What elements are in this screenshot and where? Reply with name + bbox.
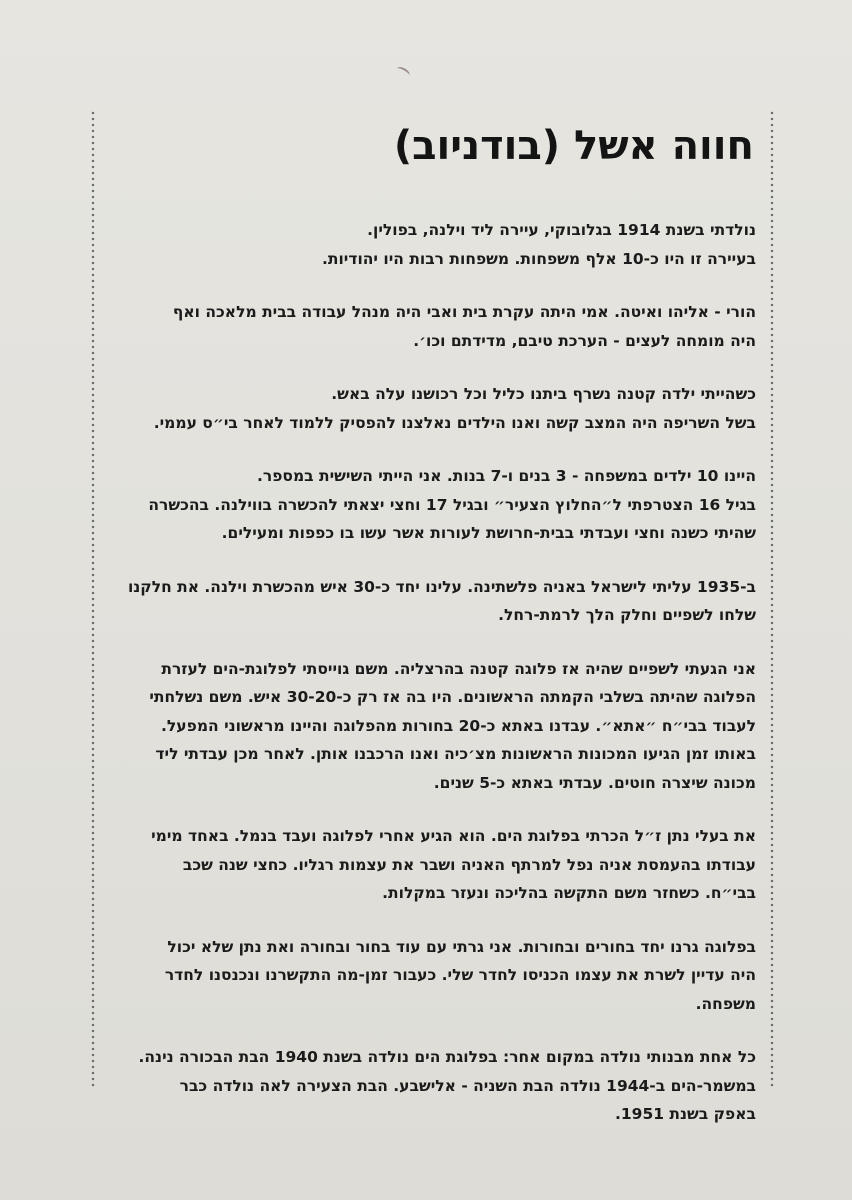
text-line: כשהייתי ילדה קטנה נשרף ביתנו כליל וכל רכושנו עלה באש.	[331, 385, 756, 403]
paragraph	[106, 298, 756, 355]
text-line: מכונה שיצרה חוטים. עבדתי באתא כ-5 שנים.	[433, 773, 756, 792]
paragraph	[106, 933, 756, 1019]
text-line: לעבוד בבי״ח ״אתא״. עבדנו באתא כ-20 בחורות מהפלוגה והיינו מראשוני המפעל.	[161, 716, 756, 735]
text-line: במשמר-הים ב-1944 נולדה הבת השניה - אלישבע. הבת הצעירה לאה נולדה כבר	[179, 1076, 756, 1095]
paragraph	[106, 216, 756, 273]
text-line: משפחה.	[695, 994, 756, 1013]
text-line: היה מומחה לעצים - הערכת טיבם, מדידתם וכו׳.	[413, 331, 756, 350]
text-line: אני הגעתי לשפיים שהיה אז פלוגה קטנה בהרצליה. משם גוייסתי לפלוגת-הים לעזרת	[161, 659, 756, 678]
text-line: עבודתו בהעמסת אניה נפל למרתף האניה ושבר את עצמות רגליו. כחצי שנה שכב	[182, 855, 756, 874]
text-line: בעיירה זו היו כ-10 אלף משפחות. משפחות רבות היו יהודיות.	[321, 249, 756, 268]
text-line: כל אחת מבנותי נולדה במקום אחר: בפלוגת הים נולדה בשנת 1940 הבת הבכורה נינה.	[138, 1048, 756, 1066]
text-line: באותו זמן הגיעו המכונות הראשונות מצ׳כיה ואנו הרכבנו אותן. לאחר מכן עבדתי ליד	[155, 745, 756, 763]
text-line: הורי - אליהו ואיטה. אמי היתה עקרת בית ואבי היה מנהל עבודה בבית מלאכה ואף	[172, 303, 756, 321]
text-line: נולדתי בשנת 1914 בגלובוקי, עיירה ליד וילנה, בפולין.	[367, 221, 756, 239]
paragraph	[106, 462, 756, 548]
text-line: ב-1935 עליתי לישראל באניה פלשתינה. עלינו יחד כ-30 איש מהכשרת וילנה. את חלקנו	[127, 577, 756, 596]
text-line: היה עדיין לשרת את עצמו הכניסו לחדר שלי. כעבור זמן-מה התקשרנו ונכנסנו לחדר	[164, 966, 756, 984]
left-dotted-border	[91, 110, 95, 1088]
text-line: שהיתי כשנה וחצי ועבדתי בבית-חרושת לעורות אשר עשו בו כפפות ומעילים.	[221, 524, 756, 542]
document-content	[106, 118, 756, 1154]
text-line: הפלוגה שהיתה בשלבי הקמתה הראשונים. היו בה אז רק כ-30-20 איש. משם נשלחתי	[149, 688, 756, 706]
paragraph	[106, 655, 756, 798]
paper-speck	[395, 65, 411, 79]
text-line: היינו 10 ילדים במשפחה - 3 בנים ו-7 בנות. אני הייתי השישית במספר.	[257, 467, 756, 485]
text-line: בבי״ח. כשחזר משם התקשה בהליכה ונעזר במקלות.	[382, 884, 756, 902]
text-line: את בעלי נתן ז״ל הכרתי בפלוגת הים. הוא הגיע אחרי לפלוגה ועבד בנמל. באחד מימי	[151, 827, 756, 845]
text-line: בפלוגה גרנו יחד בחורים ובחורות. אני גרתי עם עוד בחור ובחורה ואת נתן שלא יכול	[167, 937, 756, 956]
paragraph	[106, 573, 756, 630]
document-body	[106, 216, 756, 1129]
paragraph	[106, 380, 756, 437]
document-title: חווה אשל (בודניוב)	[393, 123, 754, 169]
paragraph	[106, 822, 756, 908]
text-line: בגיל 16 הצטרפתי ל״החלוץ הצעיר״ ובגיל 17 וחצי יצאתי להכשרה בווילנה. בהכשרה	[148, 495, 756, 514]
text-line: באפק בשנת 1951.	[615, 1105, 756, 1123]
text-line: שלחו לשפיים וחלק הלך לרמת-רחל.	[498, 606, 756, 624]
text-line: בשל השריפה היה המצב קשה ואנו הילדים נאלצנו להפסיק ללמוד לאחר בי״ס עממי.	[153, 413, 756, 432]
paragraph	[106, 1043, 756, 1129]
right-dotted-border	[770, 110, 774, 1088]
